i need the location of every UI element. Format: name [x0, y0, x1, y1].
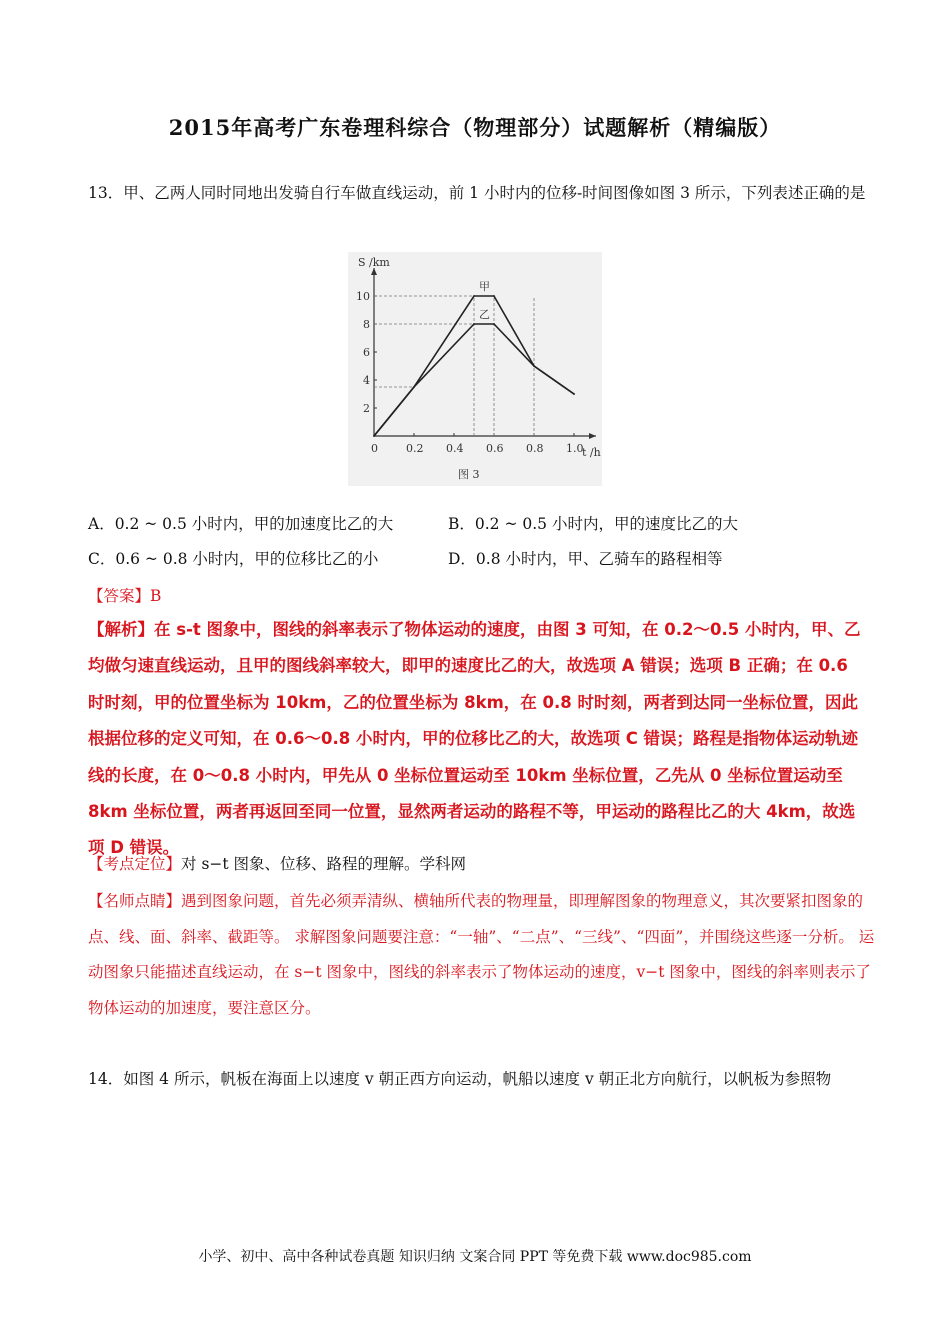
figure-3-st-graph — [348, 252, 602, 486]
page-footer: 小学、初中、高中各种试卷真题 知识归纳 文案合同 PPT 等免费下载 www.doc985.com — [198, 1249, 752, 1265]
series-point — [533, 365, 535, 367]
series-point — [473, 323, 475, 325]
series-point — [373, 435, 375, 437]
x-tick-label: 0.2 — [406, 442, 424, 455]
analysis-text: 在 s-t 图象中，图线的斜率表示了物体运动的速度，由图 3 可知，在 0.2～0.5 小时内，甲、乙均做匀速直线运动，且甲的图线斜率较大，即甲的速度比乙的大，故选项 A 错误；选项 B 正确；在 0.6 时时刻，甲的位置坐标为 10km，乙的位置坐标为 8km，在 0.8 时时刻，两者到达同一坐标位置，因此根据位移的定义可知，在 0.6～0.8 小时内，甲的位移比乙的大，故选项 C 错误；路程是指物体运动轨迹线的长度，在 0～0.8 小时内，甲先从 0 坐标位置运动至 10km 坐标位置，乙先从 0 坐标位置运动至 8km 坐标位置，两者再返回至同一位置，显然两者运动的路程不等，甲运动的路程比乙的大 4km，故选项 D 错误。 — [88, 620, 861, 858]
y-tick-label: 10 — [356, 290, 370, 303]
x-tick-label: 0.8 — [526, 442, 544, 455]
question-13-stem: 13．甲、乙两人同时同地出发骑自行车做直线运动，前 1 小时内的位移-时间图像如图 3 所示，下列表述正确的是 — [88, 184, 866, 202]
mingshi-text: 遇到图象问题，首先必须弄清纵、横轴所代表的物理量，即理解图象的物理意义，其次要紧扣图象的点、线、面、斜率、截距等。 求解图象问题要注意：“一轴”、“二点”、“三线”、“四面”，并围绕这些逐一分析。 运动图象只能描述直线运动，在 s−t 图象中，图线的斜率表示了物体运动的速度，v−t 图象中，图线的斜率则表示了物体运动的加速度，要注意区分。 — [88, 892, 875, 1017]
mingshi-label: 【名师点睛】 — [88, 892, 182, 910]
analysis-label: 【解析】 — [88, 620, 154, 639]
kaodian-text: 对 s−t 图象、位移、路程的理解。学科网 — [181, 855, 467, 873]
question-14-stem: 14．如图 4 所示，帆板在海面上以速度 v 朝正西方向运动，帆船以速度 v 朝正北方向航行，以帆板为参照物 — [88, 1070, 832, 1088]
series-label: 甲 — [479, 280, 490, 293]
analysis-block — [88, 612, 870, 867]
x-tick-label: 0.6 — [486, 442, 504, 455]
option-b: B．0.2 ~ 0.5 小时内，甲的速度比乙的大 — [448, 515, 738, 533]
series-point — [413, 386, 415, 388]
series-label: 乙 — [479, 308, 490, 321]
y-axis-label: S /km — [358, 256, 390, 269]
answer-label: 【答案】 — [88, 587, 151, 605]
answer-value: B — [150, 587, 162, 605]
y-tick-label: 2 — [363, 402, 370, 415]
page-title: 2015年高考广东卷理科综合（物理部分）试题解析（精编版） — [168, 115, 782, 140]
option-d: D．0.8 小时内，甲、乙骑车的路程相等 — [448, 550, 723, 568]
st-chart-svg — [348, 252, 602, 486]
x-tick-label: 1.0 — [566, 442, 584, 455]
series-point — [473, 295, 475, 297]
series-point — [493, 323, 495, 325]
kaodian-label: 【考点定位】 — [88, 855, 182, 873]
figure-caption: 图 3 — [458, 468, 480, 481]
kaodian-line — [88, 852, 466, 874]
x-tick-label: 0 — [371, 442, 378, 455]
mingshi-block — [88, 884, 878, 1026]
series-point — [493, 295, 495, 297]
y-tick-label: 8 — [363, 318, 370, 331]
y-axis-arrow — [371, 268, 377, 275]
option-c: C．0.6 ~ 0.8 小时内，甲的位移比乙的小 — [88, 550, 379, 568]
y-tick-label: 6 — [363, 346, 370, 359]
x-axis-arrow — [589, 433, 596, 439]
series-point — [573, 393, 575, 395]
answer-line — [88, 584, 161, 606]
option-a: A．0.2 ~ 0.5 小时内，甲的加速度比乙的大 — [88, 515, 394, 533]
x-axis-label: t /h — [582, 446, 601, 459]
y-tick-label: 4 — [363, 374, 370, 387]
x-tick-label: 0.4 — [446, 442, 464, 455]
